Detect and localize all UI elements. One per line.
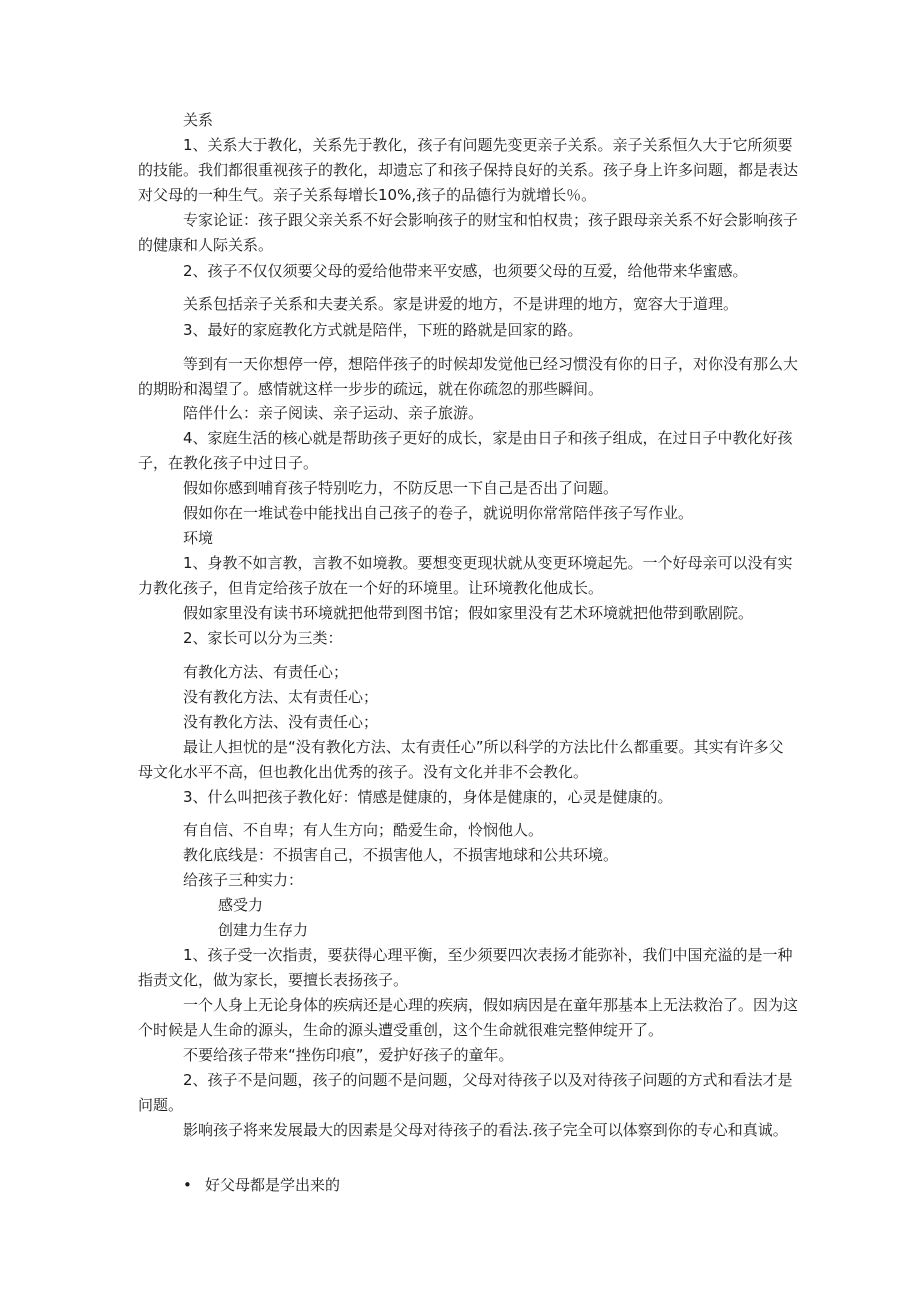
paragraph: 给孩子三种实力： (183, 871, 304, 889)
paragraph: 假如你在一堆试卷中能找出自己孩子的卷子，就说明你常常陪伴孩子写作业。 (183, 504, 694, 522)
paragraph: 1、关系大于教化，关系先于教化，孩子有问题先变更亲子关系。亲子关系恒久大于它所须要的技能。我们都很重视孩子的教化，却遗忘了和孩子保持良好的关系。孩子身上许多问题，都是表达对父母的一种生气。亲子关系每增长10%,孩子的品德行为就增长％。 (138, 136, 799, 204)
paragraph: 教化底线是：不损害自己，不损害他人，不损害地球和公共环境。 (183, 846, 619, 864)
paragraph: 3、最好的家庭教化方式就是陪伴，下班的路就是回家的路。 (183, 321, 583, 339)
paragraph: 假如家里没有读书环境就把他带到图书馆；假如家里没有艺术环境就把他带到歌剧院。 (183, 604, 754, 622)
paragraph: 不要给孩子带来“挫伤印痕”，爱护好孩子的童年。 (183, 1046, 514, 1064)
paragraph: 陪伴什么：亲子阅读、亲子运动、亲子旅游。 (183, 404, 484, 422)
paragraph: 等到有一天你想停一停，想陪伴孩子的时候却发觉他已经习惯没有你的日子，对你没有那么大的期盼和渴望了。感情就这样一步步的疏远，就在你疏忽的那些瞬间。 (138, 355, 799, 398)
list-item: 有教化方法、有责任心； (183, 663, 349, 681)
list-item: 感受力 (218, 896, 264, 914)
bullet-item (183, 1173, 843, 1198)
paragraph: 关系包括亲子关系和夫妻关系。家是讲爱的地方，不是讲理的地方，宽容大于道理。 (183, 295, 739, 313)
paragraph: 假如你感到哺育孩子特别吃力，不防反思一下自己是否出了问题。 (183, 479, 619, 497)
paragraph: 1、身教不如言教，言教不如境教。要想变更现状就从变更环境起先。一个好母亲可以没有实力教化孩子，但肯定给孩子放在一个好的环境里。让环境教化他成长。 (138, 554, 793, 597)
paragraph: 2、孩子不是问题，孩子的问题不是问题，父母对待孩子以及对待孩子问题的方式和看法才是问题。 (138, 1071, 793, 1114)
paragraph: 影响孩子将来发展最大的因素是父母对待孩子的看法.孩子完全可以体察到你的专心和真诚。 (183, 1121, 788, 1139)
heading-relationship: 关系 (183, 111, 214, 129)
paragraph: 4、家庭生活的核心就是帮助孩子更好的成长，家是由日子和孩子组成，在过日子中教化好孩子，在教化孩子中过日子。 (138, 429, 793, 472)
paragraph: 2、家长可以分为三类： (183, 629, 343, 647)
list-item: 没有教化方法、没有责任心； (183, 713, 379, 731)
paragraph: 2、孩子不仅仅须要父母的爱给他带来平安感，也须要父母的互爱，给他带来华蜜感。 (183, 262, 748, 280)
bullet-icon: • (183, 1176, 192, 1194)
heading-environment: 环境 (183, 529, 214, 547)
paragraph: 专家论证：孩子跟父亲关系不好会影响孩子的财宝和怕权贵；孩子跟母亲关系不好会影响孩子的健康和人际关系。 (138, 211, 799, 254)
list-item: 创建力生存力 (218, 921, 309, 939)
bullet-text: 好父母都是学出来的 (205, 1176, 341, 1194)
paragraph: 有自信、不自卑；有人生方向；酷爱生命，怜悯他人。 (183, 821, 544, 839)
paragraph: 一个人身上无论身体的疾病还是心理的疾病，假如病因是在童年那基本上无法救治了。因为这个时候是人生命的源头，生命的源头遭受重创，这个生命就很难完整伸绽开了。 (138, 996, 799, 1039)
paragraph: 1、孩子受一次指责，要获得心理平衡，至少须要四次表扬才能弥补，我们中国充溢的是一种指责文化，做为家长，要擅长表扬孩子。 (138, 946, 793, 989)
paragraph: 3、什么叫把孩子教化好：情感是健康的，身体是健康的，心灵是健康的。 (183, 788, 673, 806)
paragraph: 最让人担忧的是“没有教化方法、太有责任心”所以科学的方法比什么都重要。其实有许多父母文化水平不高，但也教化出优秀的孩子。没有文化并非不会教化。 (138, 738, 784, 781)
list-item: 没有教化方法、太有责任心； (183, 688, 379, 706)
